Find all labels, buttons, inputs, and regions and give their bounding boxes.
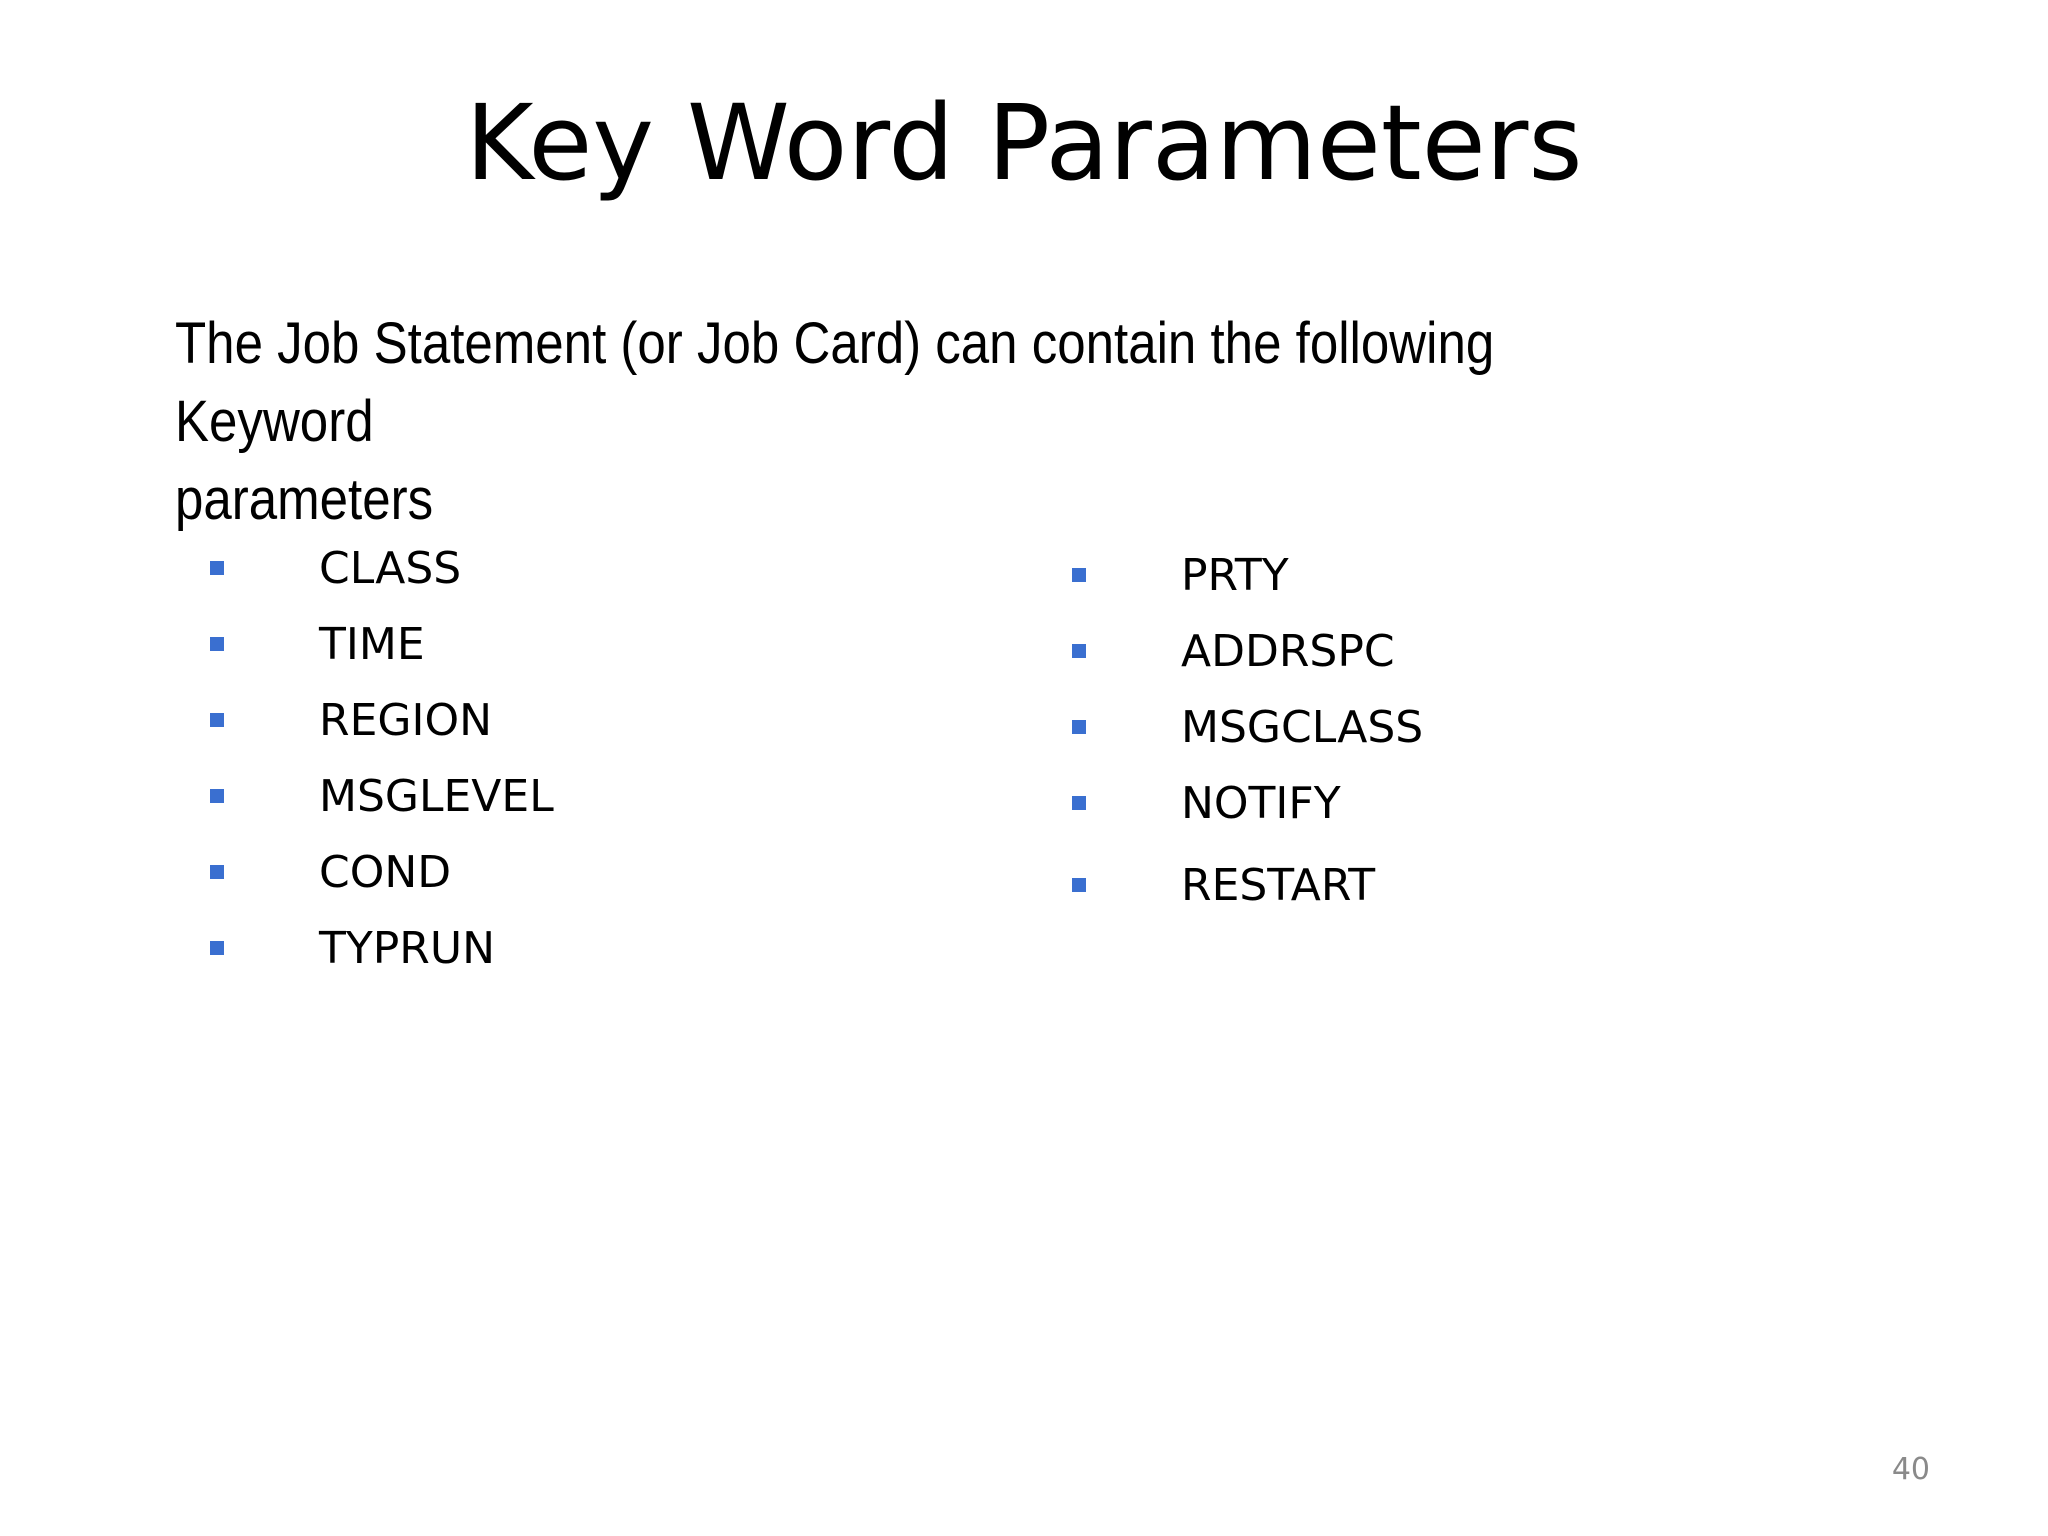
list-item <box>210 834 554 910</box>
square-bullet-icon <box>210 865 224 879</box>
list-item <box>210 606 554 682</box>
page-number: 40 <box>1891 1452 1930 1487</box>
list-item <box>210 530 554 606</box>
square-bullet-icon <box>1072 878 1086 892</box>
list-item <box>210 910 554 986</box>
list-item <box>1072 537 1423 613</box>
keyword-label: NOTIFY <box>1181 777 1341 829</box>
square-bullet-icon <box>1072 720 1086 734</box>
square-bullet-icon <box>1072 796 1086 810</box>
square-bullet-icon <box>210 637 224 651</box>
square-bullet-icon <box>1072 568 1086 582</box>
keyword-list-left <box>210 530 554 986</box>
intro-text <box>175 305 1583 539</box>
keyword-label: REGION <box>319 694 492 746</box>
keyword-list-right <box>1072 537 1423 923</box>
keyword-label: RESTART <box>1181 859 1376 911</box>
keyword-label: COND <box>319 846 452 898</box>
intro-line-1: The Job Statement (or Job Card) can contain the following Keyword <box>175 311 1495 454</box>
slide-title: Key Word Parameters <box>465 82 1583 204</box>
square-bullet-icon <box>210 713 224 727</box>
keyword-label: TYPRUN <box>319 922 495 974</box>
list-item <box>1072 847 1423 923</box>
list-item <box>210 758 554 834</box>
square-bullet-icon <box>1072 644 1086 658</box>
square-bullet-icon <box>210 561 224 575</box>
keyword-label: PRTY <box>1181 549 1289 601</box>
list-item <box>210 682 554 758</box>
list-item <box>1072 689 1423 765</box>
keyword-label: ADDRSPC <box>1181 625 1395 677</box>
square-bullet-icon <box>210 941 224 955</box>
keyword-label: MSGCLASS <box>1181 701 1424 753</box>
keyword-label: MSGLEVEL <box>319 770 554 822</box>
list-item <box>1072 765 1423 841</box>
square-bullet-icon <box>210 789 224 803</box>
keyword-label: TIME <box>319 618 425 670</box>
intro-line-2: parameters <box>175 467 434 532</box>
keyword-label: CLASS <box>319 542 462 594</box>
list-item <box>1072 613 1423 689</box>
